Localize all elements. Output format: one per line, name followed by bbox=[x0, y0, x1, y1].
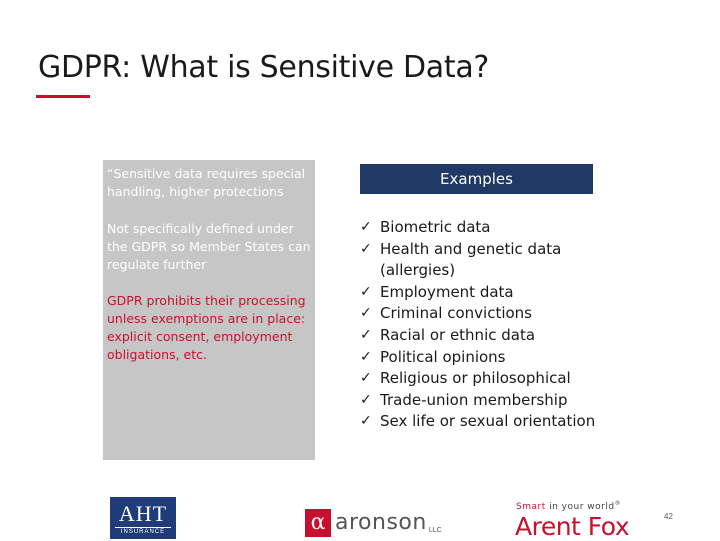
list-item bbox=[360, 368, 620, 390]
list-item-label: Employment data bbox=[380, 282, 514, 301]
list-item bbox=[360, 239, 620, 261]
aht-logo-subtext: INSURANCE bbox=[120, 529, 166, 535]
aronson-llc-text: LLC bbox=[428, 527, 442, 534]
page-number: 42 bbox=[664, 512, 673, 521]
list-item-continuation bbox=[360, 260, 620, 282]
aronson-alpha-icon: α bbox=[305, 509, 331, 537]
aht-logo-text: AHT bbox=[115, 501, 171, 528]
checkmark-icon: ✓ bbox=[360, 240, 372, 257]
list-item bbox=[360, 217, 620, 239]
list-item-label: (allergies) bbox=[380, 261, 456, 280]
list-item-label: Criminal convictions bbox=[380, 304, 532, 323]
panel-paragraph-prohibition: GDPR prohibits their processing unless exemptions are in place: explicit consent, employment obligations, etc. bbox=[107, 293, 306, 362]
list-item bbox=[360, 411, 620, 433]
panel-paragraph-member-states: Not specifically defined under the GDPR so Member States can regulate further bbox=[107, 221, 311, 272]
checkmark-icon: ✓ bbox=[360, 370, 372, 387]
checkmark-icon: ✓ bbox=[360, 283, 372, 300]
title-underline bbox=[36, 95, 90, 98]
list-item-label: Political opinions bbox=[380, 347, 506, 366]
list-item bbox=[360, 282, 620, 304]
list-item bbox=[360, 303, 620, 325]
list-item-label: Biometric data bbox=[380, 218, 491, 236]
aronson-logo bbox=[305, 503, 442, 537]
list-item-label: Sex life or sexual orientation bbox=[380, 412, 596, 431]
aht-insurance-logo bbox=[110, 497, 176, 539]
registered-mark: ® bbox=[614, 500, 622, 507]
checkmark-icon: ✓ bbox=[360, 219, 372, 235]
arent-fox-logo bbox=[516, 498, 646, 540]
examples-header: Examples bbox=[360, 164, 593, 194]
arent-fox-name: Arent Fox bbox=[515, 512, 630, 541]
checkmark-icon: ✓ bbox=[360, 391, 372, 408]
list-item-label: Health and genetic data bbox=[380, 239, 562, 258]
list-item bbox=[360, 347, 620, 369]
checkmark-icon: ✓ bbox=[360, 326, 372, 343]
list-item-label: Trade-union membership bbox=[380, 390, 568, 409]
checkmark-icon: ✓ bbox=[360, 348, 372, 365]
slide-title: GDPR: What is Sensitive Data? bbox=[38, 50, 490, 85]
examples-list bbox=[360, 217, 620, 433]
checkmark-icon: ✓ bbox=[360, 413, 372, 430]
tagline-rest: in your world bbox=[549, 502, 615, 512]
list-item bbox=[360, 390, 620, 412]
aronson-logo-text: aronson bbox=[335, 510, 427, 535]
list-item-label: Religious or philosophical bbox=[380, 369, 571, 388]
tagline-smart: Smart bbox=[516, 502, 546, 512]
checkmark-icon: ✓ bbox=[360, 305, 372, 322]
list-item bbox=[360, 325, 620, 347]
arent-fox-tagline bbox=[516, 498, 646, 513]
panel-paragraph-definition: “Sensitive data requires special handling, higher protections bbox=[107, 166, 306, 199]
list-item-label: Racial or ethnic data bbox=[380, 325, 536, 344]
